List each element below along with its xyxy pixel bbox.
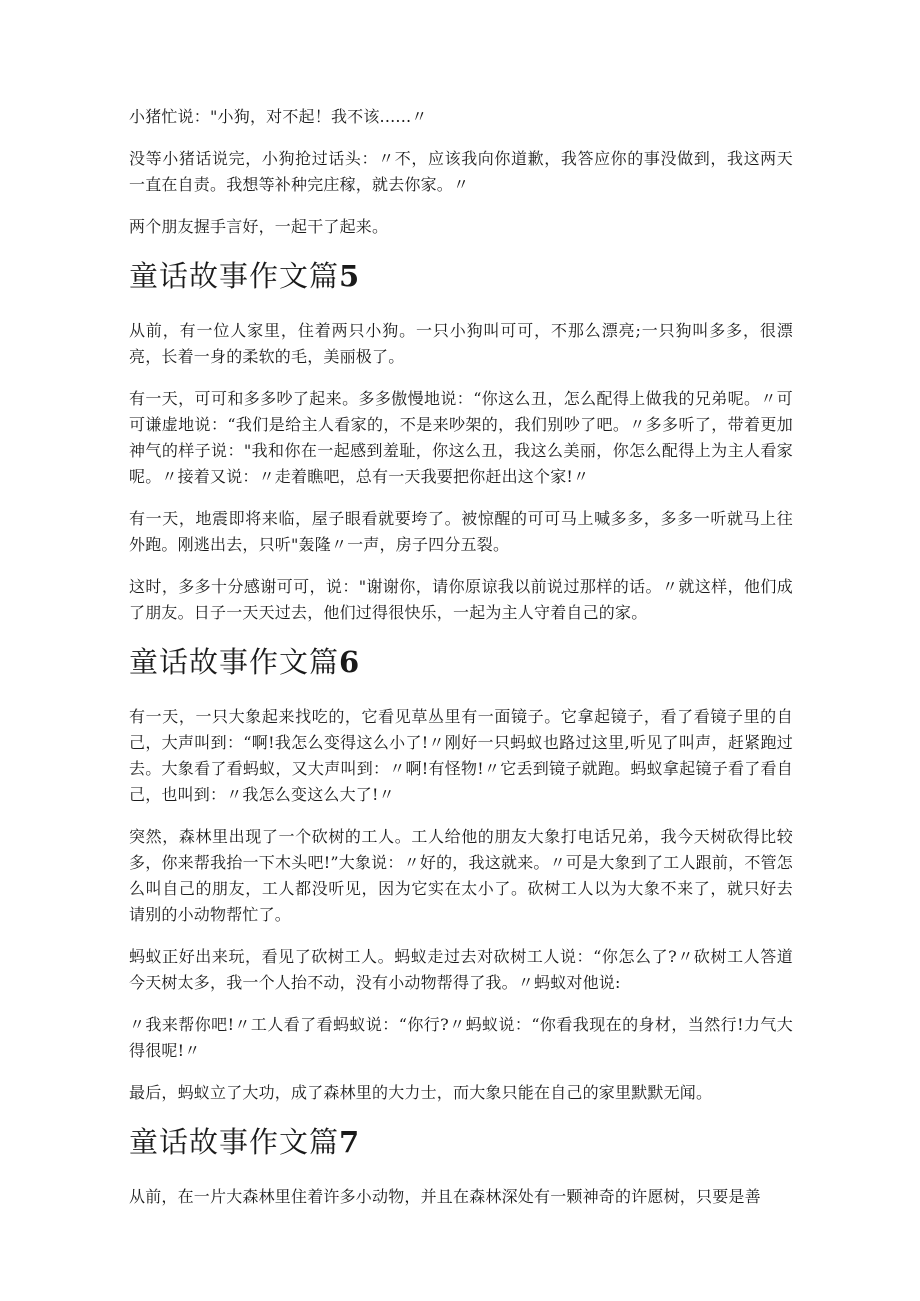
heading-title: 童话故事作文篇 (129, 259, 340, 293)
paragraph: 这时，多多十分感谢可可，说："谢谢你，请你原谅我以前说过那样的话。〃就这样，他们成了朋友。日子一天天过去，他们过得很快乐，一起为主人守着自己的家。 (129, 577, 793, 622)
heading-number: 6 (339, 645, 361, 679)
section-heading-5 (129, 256, 793, 296)
heading-title: 童话故事作文篇 (129, 1125, 340, 1159)
paragraph: 有一天，地震即将来临，屋子眼看就要垮了。被惊醒的可可马上喊多多，多多一听就马上往外跑。刚逃出去，只听"轰隆〃一声，房子四分五裂。 (129, 509, 793, 554)
document-page (129, 104, 793, 1226)
heading-number: 5 (339, 259, 361, 293)
paragraph: 从前，在一片大森林里住着许多小动物，并且在森林深处有一颗神奇的许愿树，只要是善 (129, 1187, 761, 1206)
paragraph: 有一天，一只大象起来找吃的，它看见草丛里有一面镜子。它拿起镜子，看了看镜子里的自己，大声叫到：“啊!我怎么变得这么小了!〃刚好一只蚂蚁也路过这里,听见了叫声，赶紧跑过去。大象看了看蚂蚁，又大声叫到：〃啊!有怪物!〃它丢到镜子就跑。蚂蚁拿起镜子看了看自己，也叫到：〃我怎么变这么大了!〃 (129, 707, 793, 804)
paragraph: 从前，有一位人家里，住着两只小狗。一只小狗叫可可，不那么漂亮;一只狗叫多多，很漂亮，长着一身的柔软的毛，美丽极了。 (129, 321, 793, 366)
paragraph: 〃我来帮你吧!〃工人看了看蚂蚁说：“你行?〃蚂蚁说：“你看我现在的身材，当然行!力气大得很呢!〃 (129, 1015, 793, 1060)
paragraph: 没等小猪话说完，小狗抢过话头：〃不，应该我向你道歉，我答应你的事没做到，我这两天一直在自责。我想等补种完庄稼，就去你家。〃 (129, 149, 793, 194)
section-heading-7 (129, 1122, 793, 1162)
paragraph: 小猪忙说："小狗，对不起！我不该......〃 (129, 107, 428, 126)
paragraph: 最后，蚂蚁立了大功，成了森林里的大力士，而大象只能在自己的家里默默无闻。 (129, 1083, 713, 1102)
heading-title: 童话故事作文篇 (129, 645, 340, 679)
heading-number: 7 (339, 1125, 361, 1159)
paragraph: 两个朋友握手言好，一起干了起来。 (129, 217, 389, 236)
section-heading-6 (129, 642, 793, 682)
paragraph: 有一天，可可和多多吵了起来。多多傲慢地说：“你这么丑，怎么配得上做我的兄弟呢。〃可可谦虚地说：“我们是给主人看家的，不是来吵架的，我们别吵了吧。〃多多听了，带着更加神气的样子说："我和你在一起感到羞耻，你这么丑，我这么美丽，你怎么配得上为主人看家呢。〃接着又说：〃走着瞧吧，总有一天我要把你赶出这个家!〃 (129, 389, 793, 486)
paragraph: 蚂蚁正好出来玩，看见了砍树工人。蚂蚁走过去对砍树工人说：“你怎么了?〃砍树工人答道今天树太多，我一个人抬不动，没有小动物帮得了我。〃蚂蚁对他说: (129, 947, 793, 992)
paragraph: 突然，森林里出现了一个砍树的工人。工人给他的朋友大象打电话兄弟，我今天树砍得比较多，你来帮我抬一下木头吧!”大象说：〃好的，我这就来。〃可是大象到了工人跟前，不管怎么叫自己的朋友，工人都没听见，因为它实在太小了。砍树工人以为大象不来了，就只好去请别的小动物帮忙了。 (129, 827, 793, 924)
